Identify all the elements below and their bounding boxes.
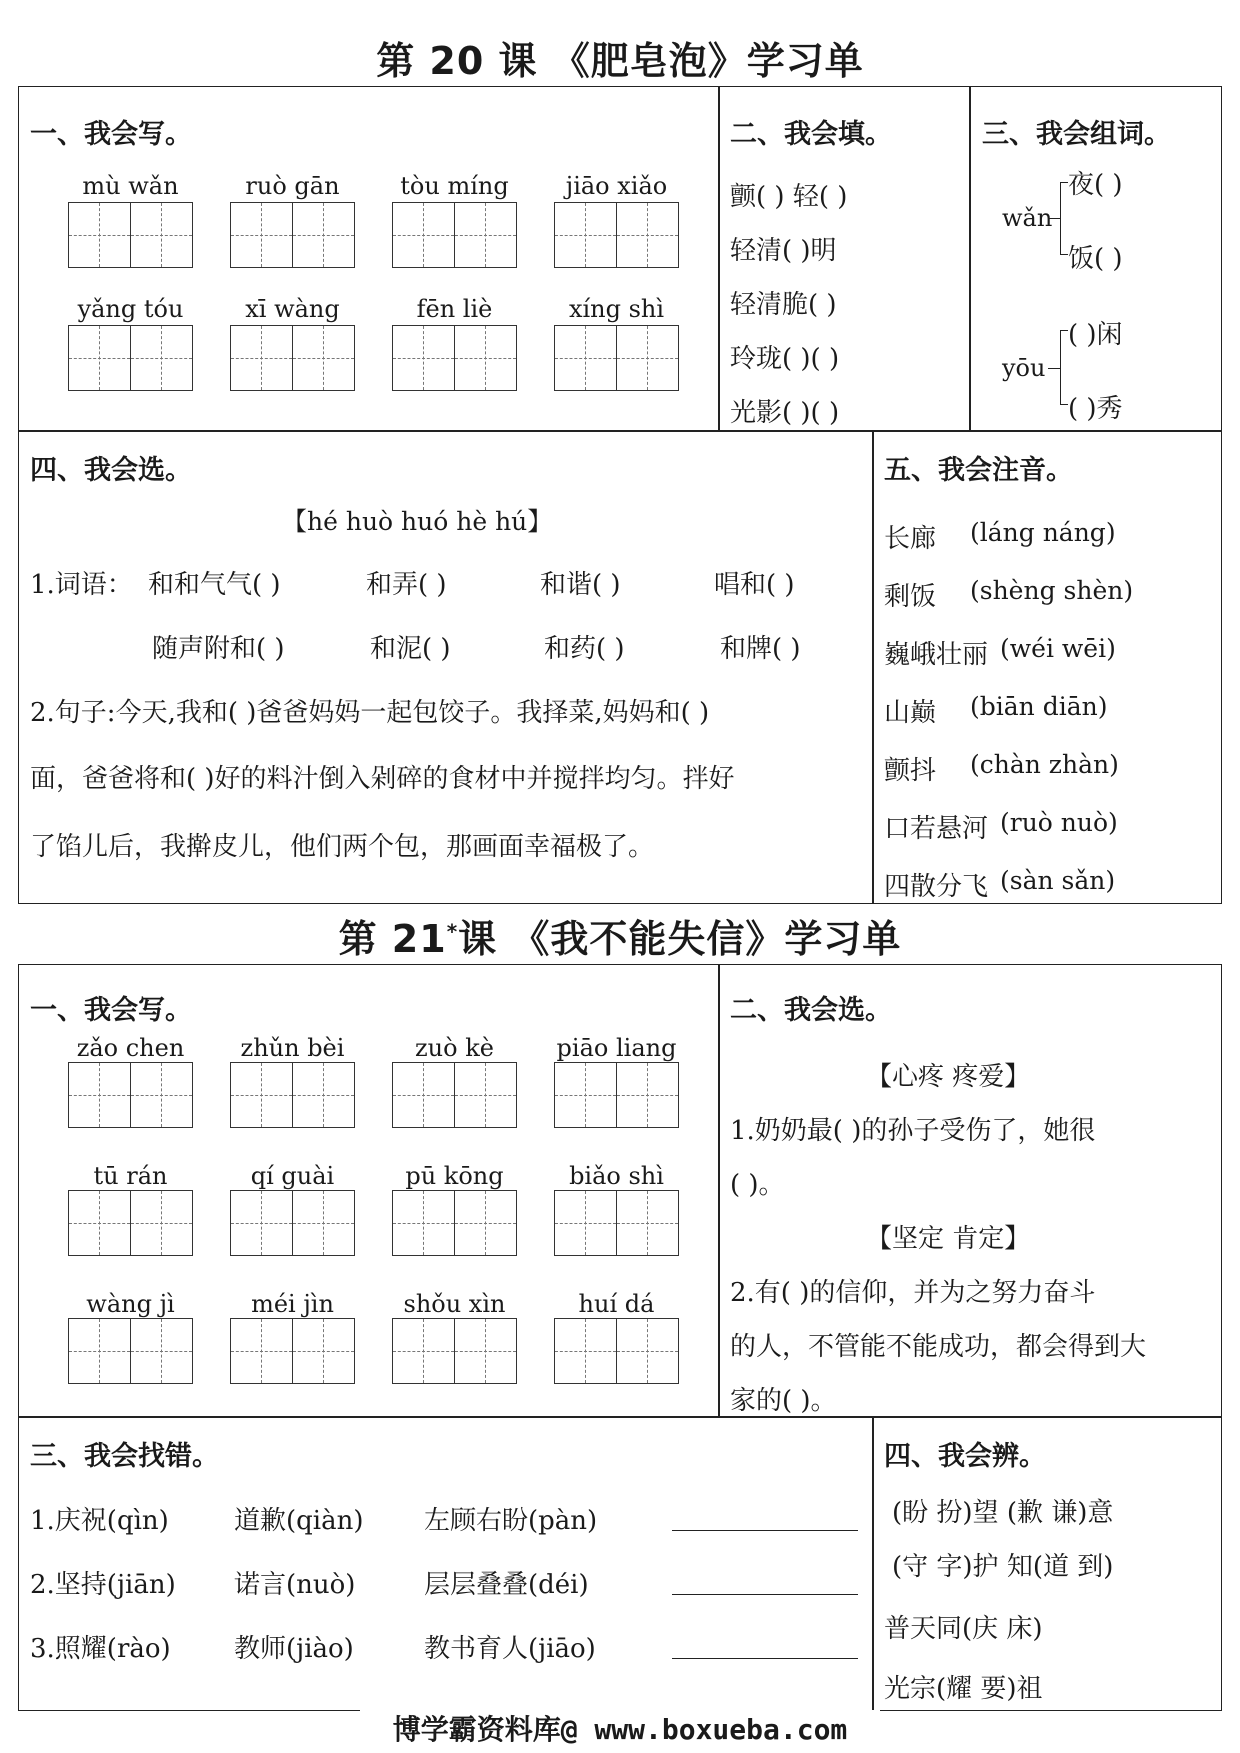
phonetic-word: 山巅: [884, 698, 937, 728]
pinyin-label: fēn liè: [416, 295, 493, 323]
brace: [1060, 182, 1061, 254]
word-fill[interactable]: ( )秀: [1068, 394, 1123, 424]
sentence-line[interactable]: 家的( )。: [730, 1386, 837, 1416]
pinyin-label: méi jìn: [251, 1290, 334, 1318]
pinyin-label: piāo liang: [556, 1034, 677, 1062]
brace-stem: [1048, 218, 1060, 219]
error-item: 道歉(qiàn): [234, 1506, 364, 1536]
pinyin-label: biǎo shì: [569, 1162, 664, 1190]
writing-grid[interactable]: [68, 325, 193, 391]
error-item: 教书育人(jiāo): [424, 1634, 596, 1664]
choice-item[interactable]: 和弄( ): [366, 570, 447, 600]
writing-grid[interactable]: [392, 325, 517, 391]
brace-bottom: [1060, 254, 1068, 255]
phonetic-choice[interactable]: (biān diān): [970, 692, 1108, 721]
lesson21-title-text: 课 《我不能失信》学习单: [458, 917, 902, 961]
lesson21-title: [0, 908, 1240, 963]
pinyin-label: xíng shì: [568, 295, 665, 323]
writing-grid[interactable]: [554, 1190, 679, 1256]
pinyin-wan: wǎn: [1002, 204, 1053, 232]
lesson20-words-heading: 三、我会组词。: [982, 119, 1171, 150]
distinguish-line[interactable]: 普天同(庆 床): [884, 1614, 1043, 1644]
answer-line[interactable]: [672, 1530, 858, 1531]
word-options: 【心疼 疼爱】: [866, 1062, 1031, 1092]
phonetic-word: 剩饭: [884, 582, 937, 612]
pronunciation-options: 【hé huò huó hè hú】: [282, 507, 553, 536]
choice-item[interactable]: 和泥( ): [370, 634, 451, 664]
phonetic-choice[interactable]: (chàn zhàn): [970, 750, 1119, 779]
word-fill[interactable]: 饭( ): [1068, 244, 1123, 274]
writing-grid[interactable]: [68, 202, 193, 268]
lesson21-error-heading: 三、我会找错。: [30, 1441, 219, 1472]
pinyin-label: jiāo xiǎo: [565, 172, 668, 200]
sentence-line: 的人，不管能不能成功，都会得到大: [730, 1332, 1147, 1362]
pinyin-label: zhǔn bèi: [240, 1034, 345, 1062]
writing-grid[interactable]: [554, 1318, 679, 1384]
fill-line[interactable]: 轻清脆( ): [730, 290, 837, 320]
phonetic-choice[interactable]: (shèng shèn): [970, 576, 1134, 605]
pinyin-label: qí guài: [250, 1162, 335, 1190]
choice-item[interactable]: 和牌( ): [720, 634, 801, 664]
choice-item[interactable]: 和和气气( ): [148, 570, 281, 600]
pinyin-you: yōu: [1002, 354, 1046, 382]
lesson21-title-asterisk: *: [446, 919, 459, 944]
choice-item[interactable]: 随声附和( ): [152, 634, 285, 664]
word-options: 【坚定 肯定】: [866, 1224, 1031, 1254]
writing-grid[interactable]: [554, 202, 679, 268]
pinyin-label: wàng jì: [86, 1290, 175, 1318]
word-fill[interactable]: ( )闲: [1068, 320, 1123, 350]
writing-grid[interactable]: [392, 1062, 517, 1128]
sentence-line[interactable]: 面，爸爸将和( )好的料汁倒入剁碎的食材中并搅拌均匀。拌好: [30, 764, 735, 794]
writing-grid[interactable]: [392, 202, 517, 268]
sentence-line[interactable]: ( )。: [730, 1170, 785, 1200]
fill-line[interactable]: 光影( )( ): [730, 398, 840, 428]
error-item: 2.坚持(jiān): [30, 1570, 176, 1600]
pinyin-label: tū rán: [93, 1162, 168, 1190]
phonetic-choice[interactable]: (láng náng): [970, 518, 1116, 547]
phonetic-choice[interactable]: (wéi wēi): [1000, 634, 1116, 663]
lesson20-choose-heading: 四、我会选。: [30, 455, 192, 486]
q1-label: 1.词语：: [30, 570, 133, 600]
writing-grid[interactable]: [230, 1190, 355, 1256]
lesson21-choose-heading: 二、我会选。: [730, 995, 892, 1026]
phonetic-word: 巍峨壮丽: [884, 640, 989, 670]
brace-top: [1060, 330, 1068, 331]
error-item: 诺言(nuò): [234, 1570, 356, 1600]
pinyin-label: zǎo chen: [76, 1034, 185, 1062]
word-fill[interactable]: 夜( ): [1068, 170, 1123, 200]
phonetic-word: 颤抖: [884, 756, 937, 786]
fill-line[interactable]: 颤( ) 轻( ): [730, 182, 848, 212]
brace: [1060, 330, 1061, 404]
sentence-line[interactable]: 2.句子:今天,我和( )爸爸妈妈一起包饺子。我择菜,妈妈和( ): [30, 698, 710, 728]
writing-grid[interactable]: [68, 1062, 193, 1128]
distinguish-line[interactable]: 光宗(耀 要)祖: [884, 1674, 1043, 1704]
writing-grid[interactable]: [68, 1318, 193, 1384]
writing-grid[interactable]: [230, 202, 355, 268]
fill-line[interactable]: 轻清( )明: [730, 236, 837, 266]
phonetic-choice[interactable]: (sàn sǎn): [1000, 866, 1116, 895]
distinguish-line[interactable]: (守 字)护 知(道 到): [892, 1552, 1114, 1582]
pinyin-label: yǎng tóu: [77, 295, 184, 323]
distinguish-line[interactable]: (盼 扮)望 (歉 谦)意: [892, 1498, 1114, 1528]
choice-item[interactable]: 唱和( ): [714, 570, 795, 600]
lesson20-title: 第 20 课 《肥皂泡》学习单: [376, 39, 864, 83]
lesson21-write-heading: 一、我会写。: [30, 995, 192, 1026]
error-item: 层层叠叠(déi): [424, 1570, 589, 1600]
sentence-line[interactable]: 1.奶奶最( )的孙子受伤了，她很: [730, 1116, 1096, 1146]
phonetic-choice[interactable]: (ruò nuò): [1000, 808, 1118, 837]
answer-line[interactable]: [672, 1658, 858, 1659]
writing-grid[interactable]: [230, 325, 355, 391]
phonetic-word: 四散分飞: [884, 872, 989, 902]
phonetic-word: 口若悬河: [884, 814, 989, 844]
pinyin-label: ruò gān: [245, 172, 340, 200]
lesson21-distinguish-heading: 四、我会辨。: [884, 1441, 1046, 1472]
writing-grid[interactable]: [68, 1190, 193, 1256]
brace-top: [1060, 182, 1068, 183]
pinyin-label: xī wàng: [245, 295, 340, 323]
lesson20-fill-heading: 二、我会填。: [730, 119, 892, 150]
watermark: 博学霸资料库@ www.boxueba.com: [360, 1710, 880, 1750]
lesson20-write-heading: 一、我会写。: [30, 119, 192, 150]
brace-stem: [1048, 368, 1060, 369]
writing-grid[interactable]: [554, 1062, 679, 1128]
writing-grid[interactable]: [230, 1062, 355, 1128]
error-item: 左顾右盼(pàn): [424, 1506, 598, 1536]
phonetic-word: 长廊: [884, 524, 937, 554]
sentence-line: 了馅儿后，我擀皮儿，他们两个包，那画面幸福极了。: [30, 832, 655, 862]
writing-grid[interactable]: [554, 325, 679, 391]
pinyin-label: zuò kè: [415, 1034, 494, 1062]
error-item: 1.庆祝(qìn): [30, 1506, 169, 1536]
pinyin-label: huí dá: [578, 1290, 655, 1318]
pinyin-label: mù wǎn: [82, 172, 179, 200]
writing-grid[interactable]: [230, 1318, 355, 1384]
choice-item[interactable]: 和药( ): [544, 634, 625, 664]
answer-line[interactable]: [672, 1594, 858, 1595]
choice-item[interactable]: 和谐( ): [540, 570, 621, 600]
pinyin-label: shǒu xìn: [403, 1290, 506, 1318]
sentence-line[interactable]: 2.有( )的信仰，并为之努力奋斗: [730, 1278, 1096, 1308]
error-item: 教师(jiào): [234, 1634, 354, 1664]
brace-bottom: [1060, 404, 1068, 405]
lesson20-phonetic-heading: 五、我会注音。: [884, 455, 1073, 486]
writing-grid[interactable]: [392, 1318, 517, 1384]
error-item: 3.照耀(rào): [30, 1634, 171, 1664]
pinyin-label: tòu míng: [400, 172, 509, 200]
fill-line[interactable]: 玲珑( )( ): [730, 344, 840, 374]
pinyin-label: pū kōng: [405, 1162, 504, 1190]
lesson21-title-number: 第 21: [338, 917, 447, 961]
writing-grid[interactable]: [392, 1190, 517, 1256]
